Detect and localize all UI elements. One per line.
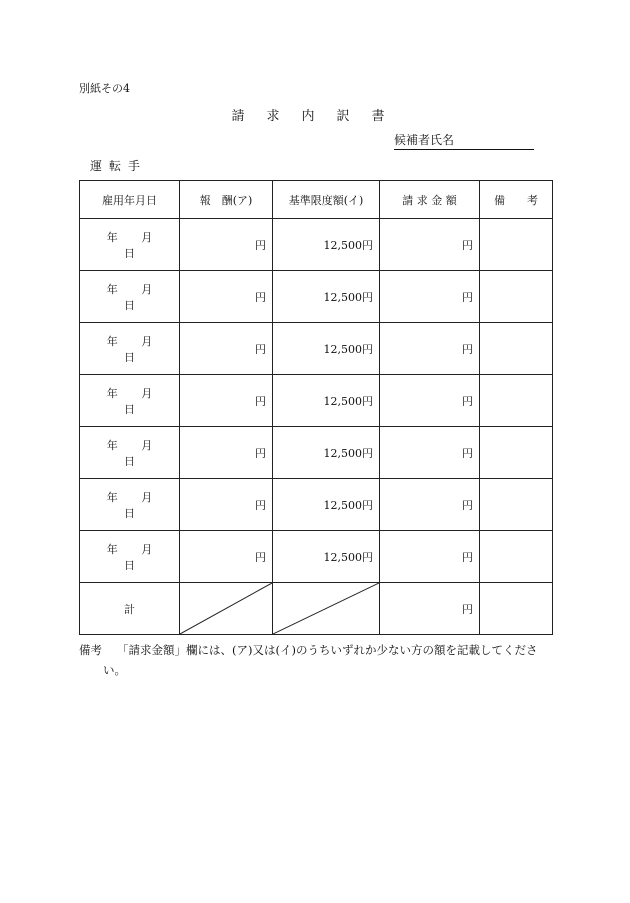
employment-date-cell[interactable]: 年 月 日 xyxy=(80,427,180,479)
employment-date-cell[interactable]: 年 月 日 xyxy=(80,271,180,323)
note-cell[interactable] xyxy=(480,427,553,479)
total-note-cell[interactable] xyxy=(480,583,553,635)
reward-cell[interactable]: 円 xyxy=(180,479,273,531)
remarks-label: 備考 xyxy=(79,643,102,657)
reward-cell[interactable]: 円 xyxy=(180,219,273,271)
table-row xyxy=(80,271,553,323)
employment-date-cell[interactable]: 年 月 日 xyxy=(80,323,180,375)
limit-amount-cell: 12,500円 xyxy=(273,219,380,271)
reward-cell[interactable]: 円 xyxy=(180,531,273,583)
total-amount-cell[interactable]: 円 xyxy=(380,583,480,635)
request-amount-cell[interactable]: 円 xyxy=(380,531,480,583)
note-cell[interactable] xyxy=(480,375,553,427)
employment-date-cell[interactable]: 年 月 日 xyxy=(80,219,180,271)
table-row xyxy=(80,479,553,531)
employment-date-cell[interactable]: 年 月 日 xyxy=(80,479,180,531)
candidate-name-field[interactable]: 候補者氏名 xyxy=(394,131,534,150)
note-cell[interactable] xyxy=(480,323,553,375)
column-header-limit: 基準限度額(イ) xyxy=(273,181,380,219)
request-amount-cell[interactable]: 円 xyxy=(380,427,480,479)
column-header-date: 雇用年月日 xyxy=(80,181,180,219)
limit-amount-cell: 12,500円 xyxy=(273,271,380,323)
request-amount-cell[interactable]: 円 xyxy=(380,323,480,375)
column-header-reward: 報 酬(ア) xyxy=(180,181,273,219)
total-row xyxy=(80,583,553,635)
request-amount-cell[interactable]: 円 xyxy=(380,375,480,427)
limit-amount-cell: 12,500円 xyxy=(273,479,380,531)
reward-cell[interactable]: 円 xyxy=(180,271,273,323)
request-breakdown-table xyxy=(79,180,553,635)
note-cell[interactable] xyxy=(480,219,553,271)
remarks-text: 「請求金額」欄には、(ア)又は(イ)のうちいずれか少ない方の額を記載してくださ xyxy=(117,643,538,657)
note-cell[interactable] xyxy=(480,271,553,323)
table-row xyxy=(80,531,553,583)
table-header-row xyxy=(80,181,553,219)
employment-date-cell[interactable]: 年 月 日 xyxy=(80,375,180,427)
note-cell[interactable] xyxy=(480,531,553,583)
table-row xyxy=(80,323,553,375)
total-label: 計 xyxy=(80,583,180,635)
request-amount-cell[interactable]: 円 xyxy=(380,479,480,531)
limit-amount-cell: 12,500円 xyxy=(273,375,380,427)
remarks-continuation: い。 xyxy=(103,663,126,677)
attachment-label: 別紙その4 xyxy=(79,82,130,95)
request-amount-cell[interactable]: 円 xyxy=(380,271,480,323)
limit-amount-cell: 12,500円 xyxy=(273,323,380,375)
document-title: 請求内訳書 xyxy=(231,109,407,124)
table-row xyxy=(80,375,553,427)
request-amount-cell[interactable]: 円 xyxy=(380,219,480,271)
table-row xyxy=(80,219,553,271)
reward-cell[interactable]: 円 xyxy=(180,323,273,375)
reward-cell[interactable]: 円 xyxy=(180,427,273,479)
limit-amount-cell: 12,500円 xyxy=(273,427,380,479)
column-header-note: 備 考 xyxy=(480,181,553,219)
employment-date-cell[interactable]: 年 月 日 xyxy=(80,531,180,583)
reward-cell[interactable]: 円 xyxy=(180,375,273,427)
limit-amount-cell: 12,500円 xyxy=(273,531,380,583)
table-row xyxy=(80,427,553,479)
total-limit-disabled-cell xyxy=(273,583,380,635)
remarks xyxy=(79,640,554,680)
driver-label: 運転手 xyxy=(90,159,148,173)
column-header-amount: 請 求 金 額 xyxy=(380,181,480,219)
note-cell[interactable] xyxy=(480,479,553,531)
diagonal-slash-icon xyxy=(273,583,379,634)
diagonal-slash-icon xyxy=(180,583,272,634)
total-reward-disabled-cell xyxy=(180,583,273,635)
